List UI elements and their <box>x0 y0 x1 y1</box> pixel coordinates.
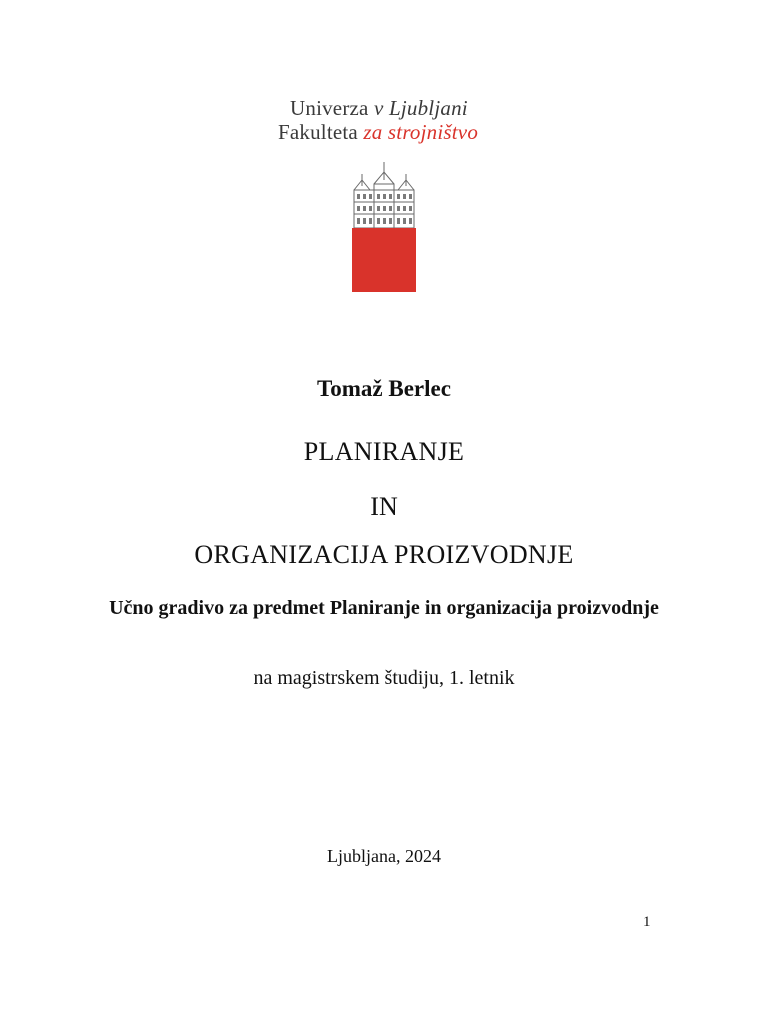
logo-red-block <box>352 228 416 292</box>
author-name: Tomaž Berlec <box>317 376 451 401</box>
faculty-name: Fakulteta <box>278 120 364 144</box>
university-logo-text <box>278 96 478 144</box>
title-line-2: IN <box>370 492 398 521</box>
university-name: Univerza <box>290 96 375 120</box>
faculty-field: za strojništvo <box>363 120 479 144</box>
study-program: na magistrskem študiju, 1. letnik <box>253 667 515 689</box>
university-city: v Ljubljani <box>374 96 468 120</box>
faculty-name-line <box>278 120 478 144</box>
place-and-year: Ljubljana, 2024 <box>327 846 441 866</box>
page-number: 1 <box>643 914 651 930</box>
faculty-building-logo-icon <box>352 160 416 292</box>
title-line-1: PLANIRANJE <box>303 437 465 466</box>
university-name-line <box>278 96 478 120</box>
subtitle: Učno gradivo za predmet Planiranje in organizacija proizvodnje <box>109 597 659 619</box>
title-line-3: ORGANIZACIJA PROIZVODNJE <box>194 540 574 569</box>
